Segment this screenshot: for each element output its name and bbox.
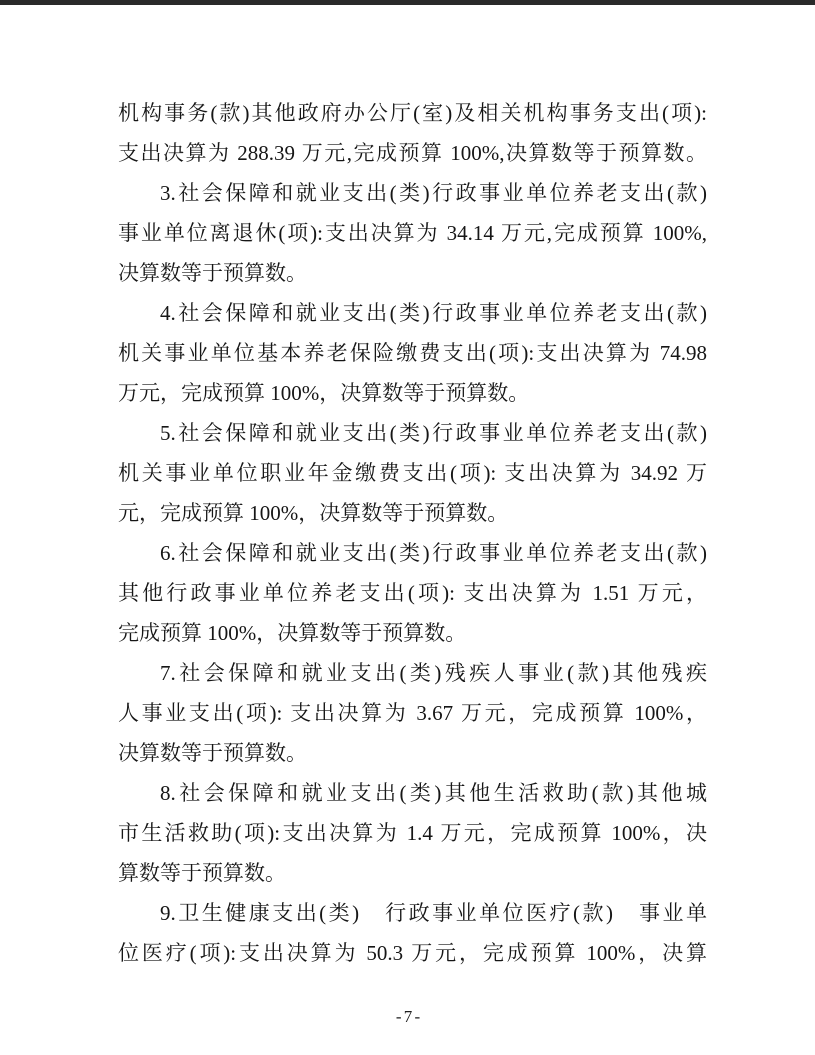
text-line: 元，完成预算 100%，决算数等于预算数。 (118, 501, 509, 525)
text-line: 决算数等于预算数。 (118, 261, 307, 285)
text-line: 机构事务(款)其他政府办公厅(室)及相关机构事务支出(项): (118, 101, 707, 125)
text-line: 3.社会保障和就业支出(类)行政事业单位养老支出(款) (160, 181, 707, 205)
text-line: 完成预算 100%，决算数等于预算数。 (118, 621, 467, 645)
text-line: 事业单位离退休(项):支出决算为 34.14 万元,完成预算 100%, (118, 221, 707, 245)
text-line: 人事业支出(项): 支出决算为 3.67 万元，完成预算 100%， (118, 701, 707, 725)
scan-edge-artifact (0, 0, 815, 5)
paragraph-continued-item-2 (118, 93, 707, 173)
text-line: 支出决算为 288.39 万元,完成预算 100%,决算数等于预算数。 (118, 141, 707, 165)
text-line: 5.社会保障和就业支出(类)行政事业单位养老支出(款) (160, 421, 707, 445)
text-line: 7.社会保障和就业支出(类)残疾人事业(款)其他残疾 (160, 661, 707, 685)
text-line: 8.社会保障和就业支出(类)其他生活救助(款)其他城 (160, 781, 707, 805)
text-line: 万元，完成预算 100%，决算数等于预算数。 (118, 381, 530, 405)
paragraph-budget-item-3 (118, 173, 707, 293)
text-line: 市生活救助(项):支出决算为 1.4 万元，完成预算 100%，决 (118, 821, 707, 845)
paragraph-budget-item-4 (118, 293, 707, 413)
text-line: 6.社会保障和就业支出(类)行政事业单位养老支出(款) (160, 541, 707, 565)
text-line: 机关事业单位职业年金缴费支出(项): 支出决算为 34.92 万 (118, 461, 707, 485)
paragraph-budget-item-9 (118, 893, 707, 973)
paragraph-budget-item-6 (118, 533, 707, 653)
text-line: 其他行政事业单位养老支出(项): 支出决算为 1.51 万元， (118, 581, 707, 605)
page-number: - 7 - (395, 1007, 420, 1026)
text-line: 决算数等于预算数。 (118, 741, 307, 765)
paragraph-budget-item-8 (118, 773, 707, 893)
text-line: 算数等于预算数。 (118, 861, 286, 885)
paragraph-budget-item-7 (118, 653, 707, 773)
paragraph-budget-item-5 (118, 413, 707, 533)
text-line: 9.卫生健康支出(类) 行政事业单位医疗(款) 事业单 (160, 901, 707, 925)
body-text (118, 93, 707, 973)
text-line: 位医疗(项):支出决算为 50.3 万元，完成预算 100%，决算 (118, 941, 707, 965)
text-line: 机关事业单位基本养老保险缴费支出(项):支出决算为 74.98 (118, 341, 707, 365)
text-line: 4.社会保障和就业支出(类)行政事业单位养老支出(款) (160, 301, 707, 325)
